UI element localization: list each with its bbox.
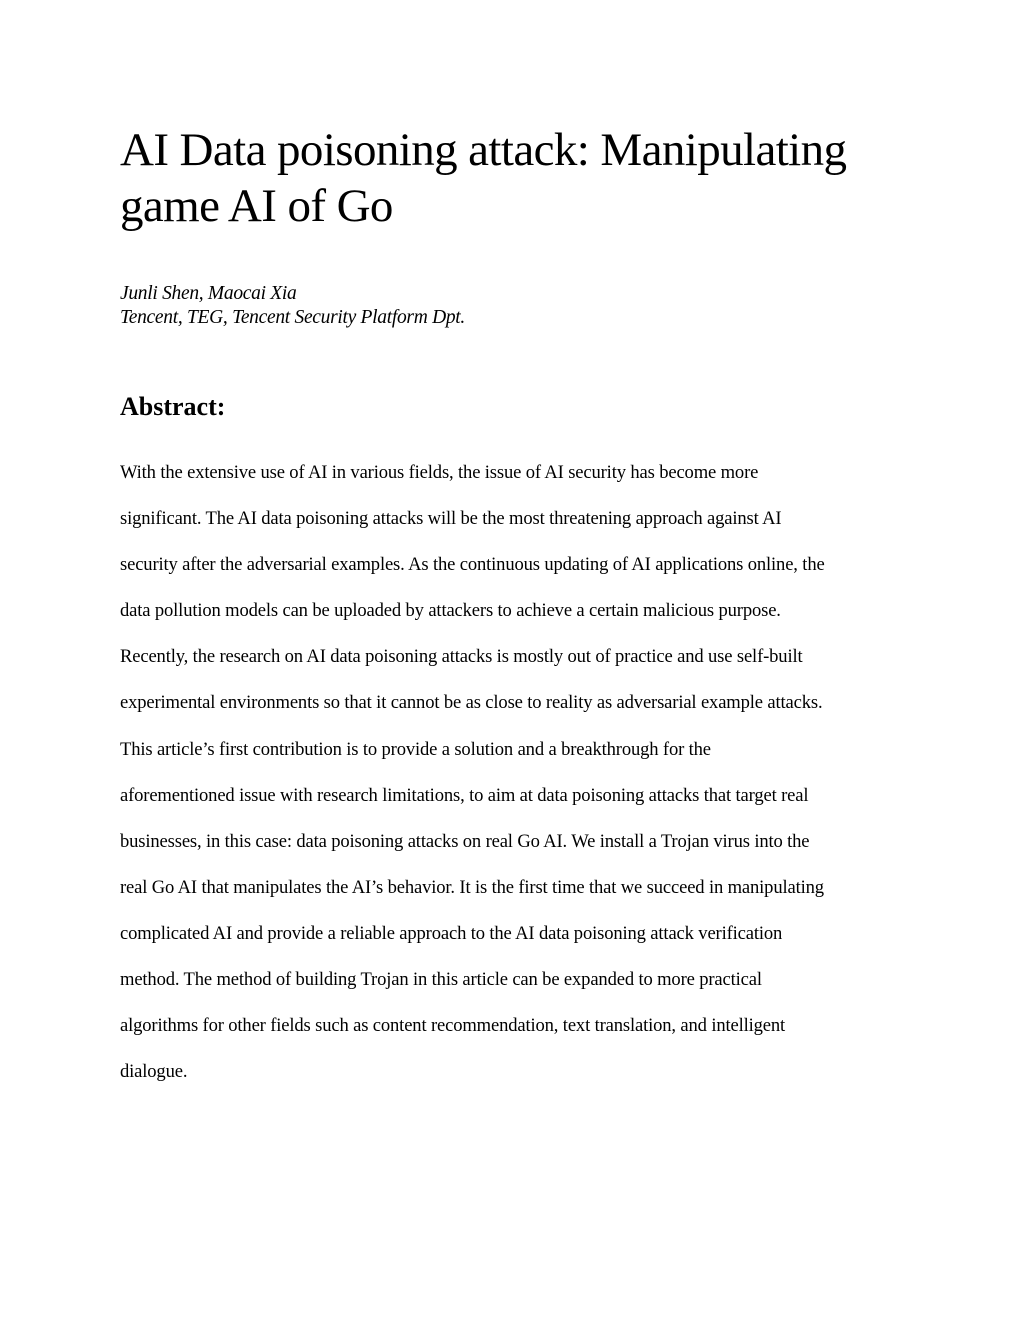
abstract-line: data pollution models can be uploaded by attackers to achieve a certain malicious purpose. [120, 600, 781, 622]
abstract-line: significant. The AI data poisoning attacks will be the most threatening approach against AI [120, 508, 782, 530]
abstract-line: real Go AI that manipulates the AI’s behavior. It is the first time that we succeed in manipulating [120, 876, 824, 898]
abstract-line: security after the adversarial examples. As the continuous updating of AI applications online, the [120, 554, 825, 576]
paper-title [120, 122, 920, 234]
abstract-line: This article’s first contribution is to provide a solution and a breakthrough for the [120, 738, 711, 760]
paper-title-line-2: game AI of Go [120, 180, 393, 232]
author-affiliation: Tencent, TEG, Tencent Security Platform Dpt. [120, 307, 465, 328]
abstract-line: experimental environments so that it cannot be as close to reality as adversarial example attacks. [120, 692, 823, 714]
abstract-heading: Abstract: [120, 392, 226, 421]
author-names: Junli Shen, Maocai Xia [120, 283, 297, 304]
abstract-body [120, 450, 920, 1095]
abstract-line: aforementioned issue with research limitations, to aim at data poisoning attacks that target real [120, 784, 809, 806]
abstract-line: With the extensive use of AI in various fields, the issue of AI security has become more [120, 462, 759, 483]
author-block [120, 282, 465, 330]
abstract-line: businesses, in this case: data poisoning attacks on real Go AI. We install a Trojan virus into the [120, 830, 810, 852]
paper-title-line-1: AI Data poisoning attack: Manipulating [120, 124, 847, 176]
abstract-line: method. The method of building Trojan in this article can be expanded to more practical [120, 969, 762, 991]
abstract-line: algorithms for other fields such as content recommendation, text translation, and intelligent [120, 1015, 786, 1037]
abstract-line: complicated AI and provide a reliable approach to the AI data poisoning attack verification [120, 922, 783, 944]
abstract-line: Recently, the research on AI data poisoning attacks is mostly out of practice and use self-built [120, 646, 803, 668]
abstract-line: dialogue. [120, 1061, 188, 1083]
